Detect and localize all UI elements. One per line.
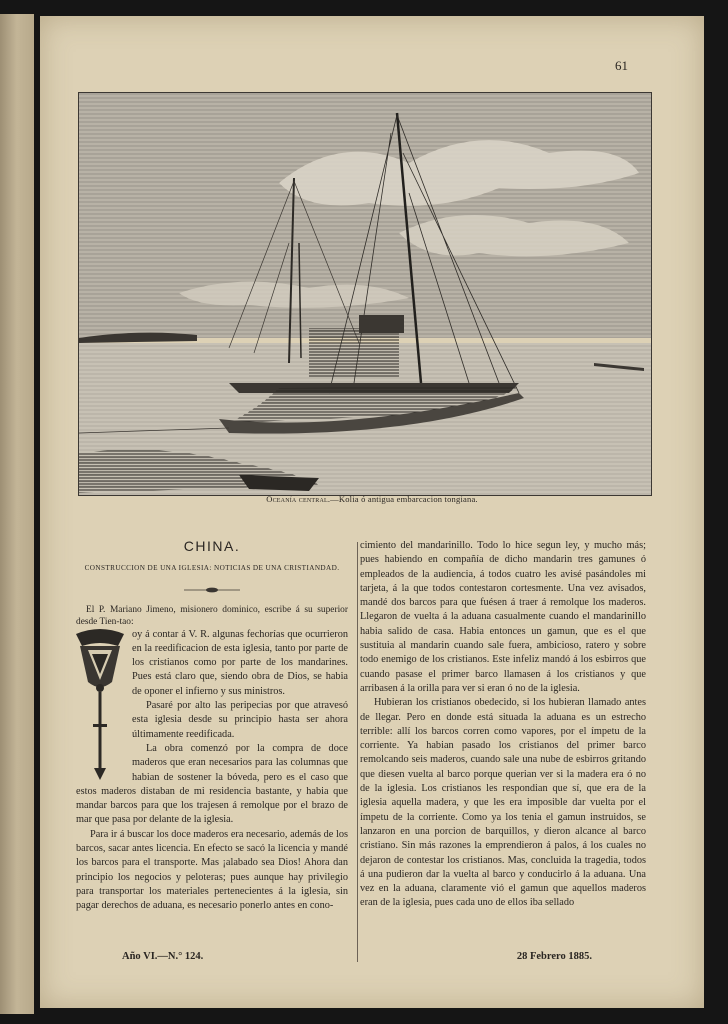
paragraph-4: Para ir á buscar los doce maderos era necesario, además de los barcos, sacar antes licencia. En efecto se sacó la licencia y mandé los barcos para el transporte. Mas ¡alabado sea Dios! Ahora dan principio los negocios y peloteras; pues aunque hay privilegio para transportar los materiales pertenecientes á la iglesia, sin pagar derechos de aduana, es necesario ponerlo antes en cono-	[76, 828, 348, 912]
issue-number: Año VI.—N.° 124.	[122, 951, 204, 962]
paragraph-1: oy á contar á V. R. algunas fechorías que ocurrieron en la reedificacion de esta iglesia, tanto por parte de los cristianos como por parte de los mandarines. Pues está claro que, siendo obra de Dios, se habia de oponer el infierno y sus ministros.	[132, 628, 348, 697]
caption-prefix: Oceanía central.	[266, 494, 331, 504]
article-title: CHINA.	[183, 538, 241, 554]
paragraph-6: Hubieran los cristianos obedecido, si los hubieran llamado antes de llegar. Pero en donde está situada la aduana es un estrecho terrible: allí los barcos corren como vapores, por el ímpetu de la corriente. Ya habian pasado los cristianos del primer barco remolcando seis maderos, cuando sale una nube de esbirros gritando que diesen vuelta al barco porque querian ver si la madera era ó no de la iglesia. Los cristianos les respondian que sí, que era de la iglesia aquella madera, y que les era imposible dar vuelta por el ímpetu de la corriente. Como ya los tenia el gamun instruidos, se lanzaron en una porcion de barquillos, y dieron alcance al barco cristiano. Sin más razones la emprendieron á palos, á los cuales no dejaron de contestar los cristianos. Mas, concluida la tragedia, todos á una pudieron dar la vuelta al barco y conducirlo á la aduana. Una vez en la aduana, claramente vió el gamun que aquellos maderos eran de la iglesia, pues cada uno de ellos iba sellado	[360, 697, 646, 909]
caption-text: —Kolia ó antigua embarcacion tongiana.	[330, 494, 478, 504]
article-intro: El P. Mariano Jimeno, misionero dominico, escribe á su superior desde Tien-tao:	[76, 604, 348, 627]
paragraph-5: cimiento del mandarinillo. Todo lo hice segun ley, y mucho más; pues habiendo en compañía de dicho mandarin tres gamunes ó empleados de la audiencia, á todos cuatro les avisé pasándoles mi tarjeta, á la que todos contestaron cortesmente. Una vez avisados, mandé dos barcos para que fuésen á traer á remolque los maderos. Llegaron de vuelta á la aduana casualmente cuando el mandarinillo habia salido de casa. Habia entonces un gamun, que es el que sustituia al mandarin cuando sale fuera, ambicioso, ratero y sobre todo enemigo de los cristianos. Este infeliz mandó á los esbirros que cuando pasase el primer barco llamasen á los cristianos y que arribasen á la orilla para ver si eran ó no de la iglesia.	[360, 540, 646, 694]
ornamental-initial-v	[72, 628, 128, 784]
right-column	[360, 539, 646, 911]
magazine-page	[40, 16, 704, 1008]
divider-ornament	[182, 586, 242, 594]
illustration-caption	[40, 494, 704, 504]
page-number: 61	[615, 58, 628, 73]
left-column	[76, 539, 348, 914]
issue-date: 28 Febrero 1885.	[516, 951, 592, 962]
left-page-edge	[0, 14, 34, 1014]
paragraph-2: Pasaré por alto las peripecias por que atravesó esta iglesia desde su principio hasta ser ahora últimamente reedificada.	[132, 700, 348, 740]
article-subtitle: CONSTRUCCION DE UNA IGLESIA: NOTICIAS DE UNA CRISTIANDAD.	[84, 564, 340, 573]
boat-engraving	[78, 92, 652, 496]
column-divider	[357, 542, 358, 962]
paragraph-3: La obra comenzó por la compra de doce maderos que eran necesarios para las columnas que habian de sostener la bóveda, pero es el caso que estos maderos distaban de mi residencia bastante, y habia que mandar barcos para que los trajesen á remolque por el brazo de mar que pasa por delante de la iglesia.	[76, 742, 348, 826]
